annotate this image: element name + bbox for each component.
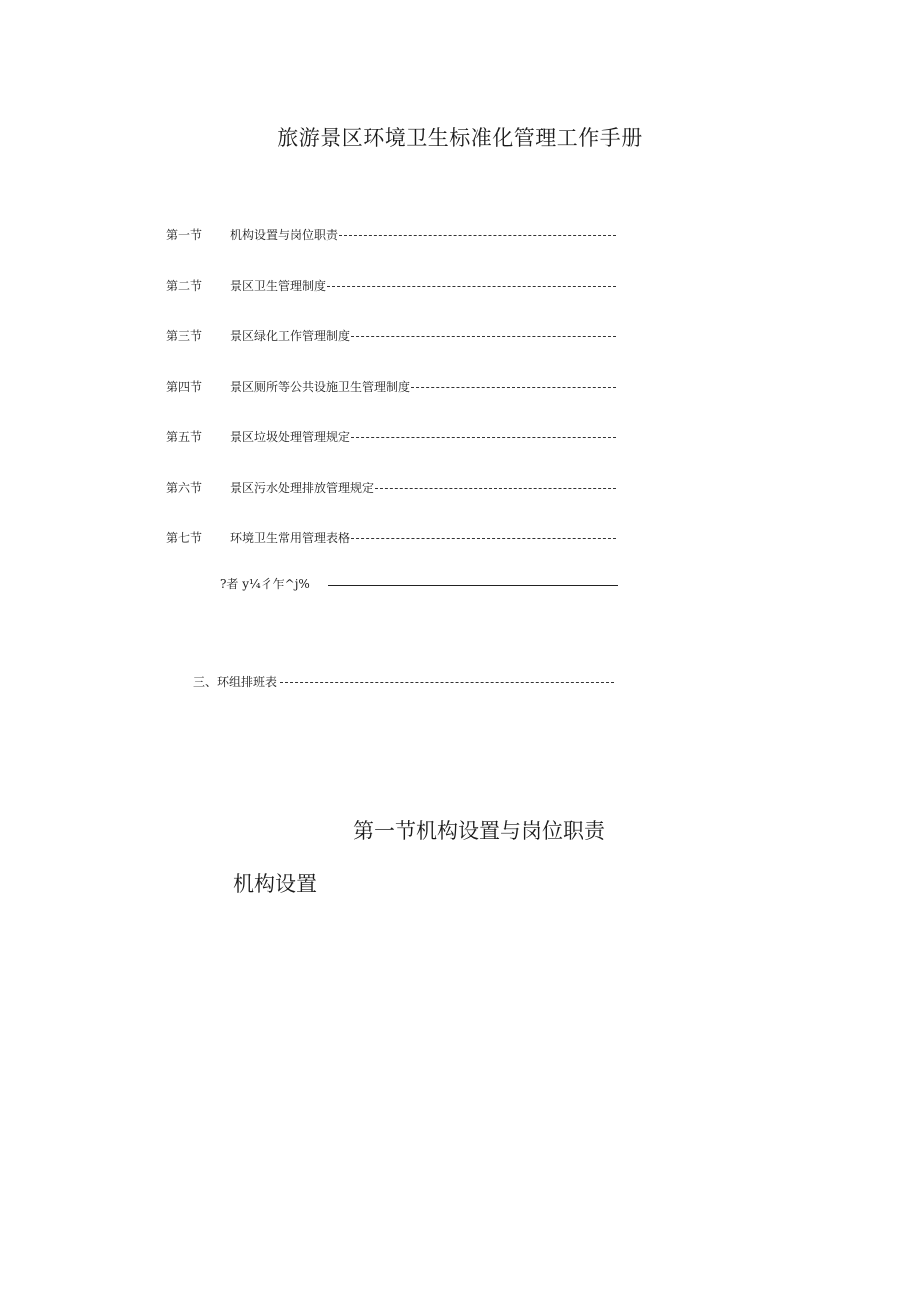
toc-item-title: 环境卫生常用管理表格 — [230, 531, 351, 545]
toc-item-title: 景区厕所等公共设施卫生管理制度 — [230, 379, 411, 394]
toc-item-title: 景区垃圾处理管理规定 — [230, 430, 351, 444]
toc-item-number: 第四节 — [166, 379, 203, 394]
toc-item-number: 第六节 — [166, 480, 203, 495]
section-subheading: 机构设置 — [233, 872, 317, 896]
toc-schedule-title: 三、环组排班表 — [193, 675, 278, 689]
toc-garbled-line: ?者 y¼彳乍^j% — [220, 577, 310, 591]
toc-item-title: 景区污水处理排放管理规定 — [230, 480, 375, 495]
toc-dotted-leader — [375, 488, 616, 489]
toc-item — [166, 529, 616, 580]
toc-item — [166, 226, 616, 277]
table-of-contents — [166, 226, 616, 580]
toc-dotted-leader — [280, 682, 614, 683]
toc-item — [166, 378, 616, 429]
toc-solid-rule — [328, 585, 618, 586]
toc-item — [166, 479, 616, 530]
toc-dotted-leader — [327, 286, 616, 287]
toc-item — [166, 277, 616, 328]
toc-item-number: 第七节 — [166, 531, 203, 545]
toc-item-number: 第二节 — [166, 278, 203, 293]
toc-item-number: 第三节 — [166, 329, 203, 343]
toc-item — [166, 327, 616, 378]
toc-dotted-leader — [351, 336, 616, 337]
toc-dotted-leader — [339, 235, 616, 236]
toc-item-title: 机构设置与岗位职责 — [230, 228, 339, 242]
document-title: 旅游景区环境卫生标准化管理工作手册 — [277, 126, 643, 150]
toc-item-title: 景区卫生管理制度 — [230, 278, 327, 293]
toc-schedule-item — [193, 673, 614, 691]
toc-dotted-leader — [411, 387, 616, 388]
toc-item-number: 第一节 — [166, 228, 203, 242]
toc-item-number: 第五节 — [166, 430, 203, 444]
toc-item-title: 景区绿化工作管理制度 — [230, 329, 351, 343]
toc-dotted-leader — [351, 437, 616, 438]
section-heading: 第一节机构设置与岗位职责 — [353, 819, 605, 843]
toc-item — [166, 428, 616, 479]
toc-dotted-leader — [351, 538, 616, 539]
